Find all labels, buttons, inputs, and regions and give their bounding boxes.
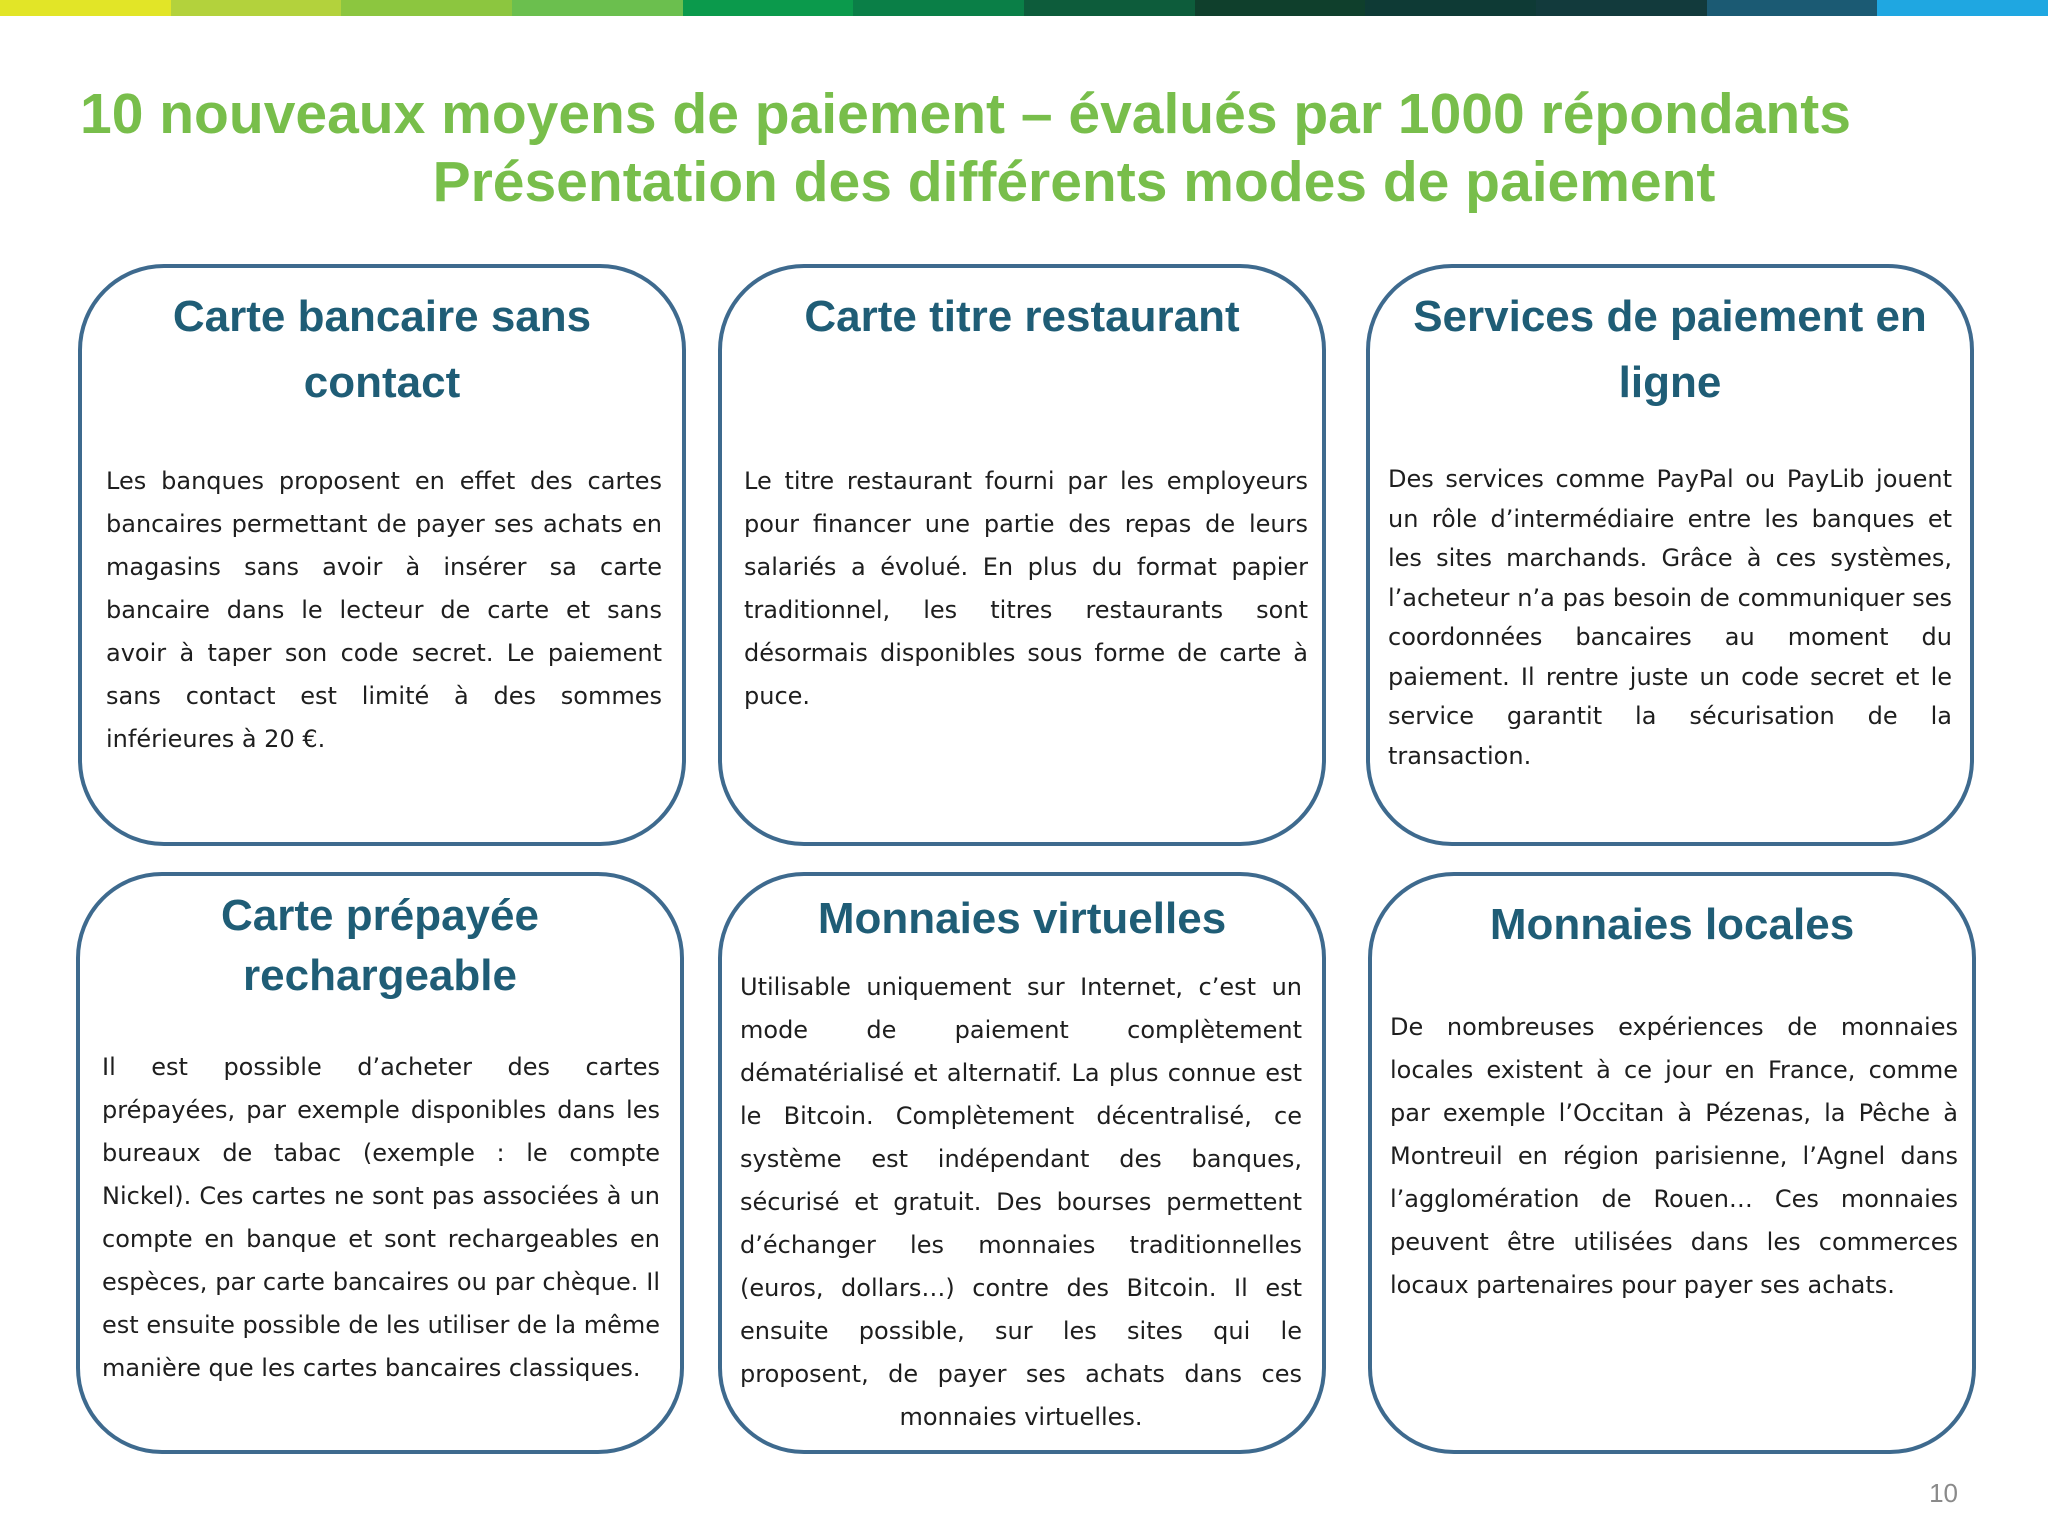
stripe-segment [1365, 0, 1536, 16]
card-text: Il est possible d’acheter des cartes prépayées, par exemple disponibles dans les bureaux de tabac (exemple : le compte Nickel). Ces cartes ne sont pas associées à un compte en banque et sont rechargeables en espèces, par carte bancaires ou par chèque. Il est ensuite possible de les utiliser de la même manière que les cartes bancaires classiques. [102, 1053, 660, 1382]
stripe-segment [1024, 0, 1195, 16]
card-text: Utilisable uniquement sur Internet, c’est un mode de paiement complètement dématérialisé et alternatif. La plus connue est le Bitcoin. Complètement décentralisé, ce système est indépendant des banques, sécurisé et gratuit. Des bourses permettent d’échanger les monnaies traditionnelles (euros, dollars…) contre des Bitcoin. Il est ensuite possible, sur les sites qui le proposent, de payer ses achats dans ces monnaies virtuelles. [740, 973, 1302, 1431]
card-monnaies-virtuelles [718, 872, 1326, 1454]
card-text: Des services comme PayPal ou PayLib jouent un rôle d’intermédiaire entre les banques et les sites marchands. Grâce à ces systèmes, l’acheteur n’a pas besoin de communiquer ses coordonnées bancaires au moment du paiement. Il rentre juste un code secret et le service garantit la sécurisation de la transaction. [1388, 465, 1952, 770]
stripe-segment [1195, 0, 1366, 16]
stripe-segment [1707, 0, 1878, 16]
stripe-segment [1536, 0, 1707, 16]
card-title: Carte bancaire sans contact [172, 292, 592, 407]
slide-title: 10 nouveaux moyens de paiement – évalués par 1000 répondants [80, 82, 1851, 146]
card-title: Carte prépayée rechargeable [221, 891, 539, 1000]
card-title: Services de paiement en ligne [1413, 292, 1927, 407]
stripe-segment [0, 0, 171, 16]
card-title: Monnaies locales [1489, 900, 1855, 949]
card-monnaies-locales [1368, 872, 1976, 1454]
page-number: 10 [1929, 1478, 1958, 1508]
stripe-segment [853, 0, 1024, 16]
card-text: Le titre restaurant fourni par les employeurs pour financer une partie des repas de leurs salariés a évolué. En plus du format papier traditionnel, les titres restaurants sont désormais disponibles sous forme de carte à puce. [744, 467, 1308, 710]
card-titre-restaurant [718, 264, 1326, 846]
color-stripe [0, 0, 2048, 16]
stripe-segment [683, 0, 854, 16]
card-text: De nombreuses expériences de monnaies locales existent à ce jour en France, comme par exemple l’Occitan à Pézenas, la Pêche à Montreuil en région parisienne, l’Agnel dans l’agglomération de Rouen… Ces monnaies peuvent être utilisées dans les commerces locaux partenaires pour payer ses achats. [1390, 1013, 1958, 1299]
stripe-segment [512, 0, 683, 16]
stripe-segment [341, 0, 512, 16]
card-carte-prepayee [76, 872, 684, 1454]
card-title: Carte titre restaurant [804, 292, 1240, 341]
stripe-segment [171, 0, 342, 16]
card-paiement-en-ligne [1366, 264, 1974, 846]
slide-subtitle: Présentation des différents modes de paiement [432, 150, 1716, 214]
card-title: Monnaies virtuelles [817, 894, 1227, 943]
card-carte-sans-contact [78, 264, 686, 846]
card-text: Les banques proposent en effet des cartes bancaires permettant de payer ses achats en magasins sans avoir à insérer sa carte bancaire dans le lecteur de carte et sans avoir à taper son code secret. Le paiement sans contact est limité à des sommes inférieures à 20 €. [106, 467, 662, 753]
stripe-segment [1877, 0, 2048, 16]
